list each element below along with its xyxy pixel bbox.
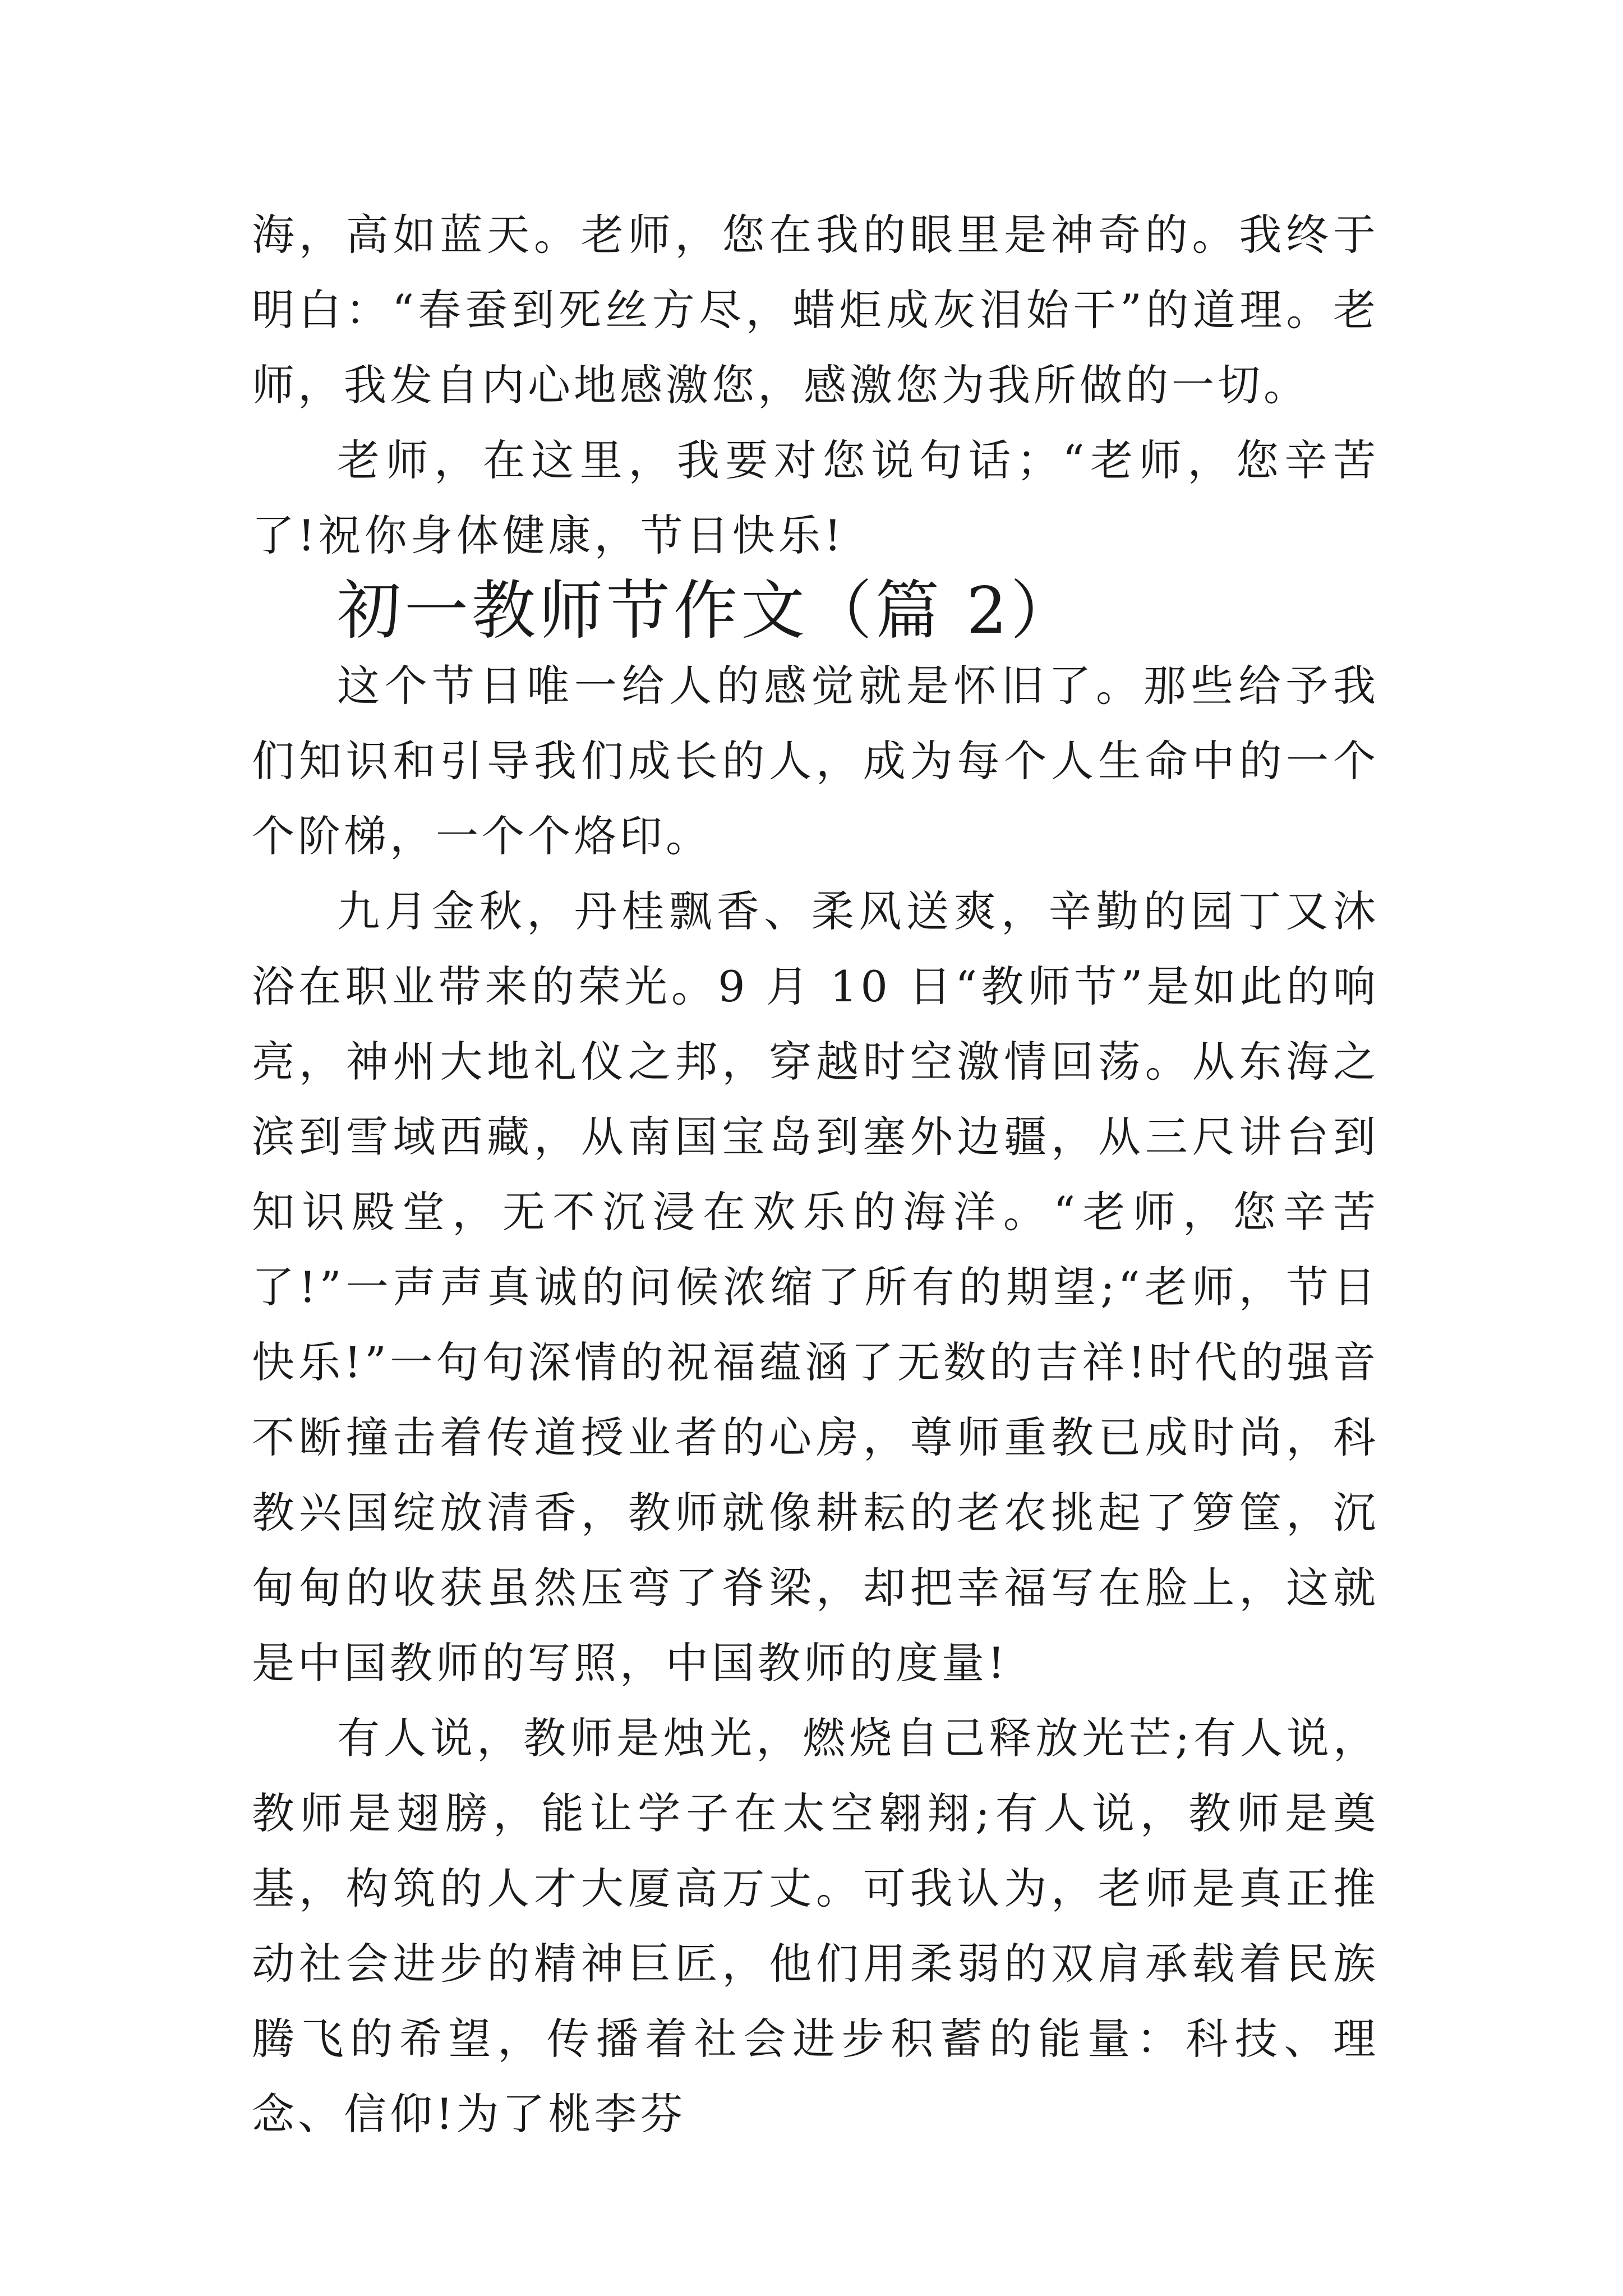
paragraph-2: 老师，在这里，我要对您说句话；“老师，您辛苦了!祝你身体健康，节日快乐! xyxy=(252,435,1379,560)
paragraph-1: 海，高如蓝天。老师，您在我的眼里是神奇的。我终于明白：“春蚕到死丝方尽，蜡炬成灰泪始干”的道理。老师，我发自内心地感激您，感激您为我所做的一切。 xyxy=(252,210,1379,410)
section-paragraph-3: 有人说，教师是烛光，燃烧自己释放光芒;有人说，教师是翅膀，能让学子在太空翱翔;有人说，教师是奠基，构筑的人才大厦高万丈。可我认为，老师是真正推动社会进步的精神巨匠，他们用柔弱的双肩承载着民族腾飞的希望，传播着社会进步积蓄的能量：科技、理念、信仰!为了桃李芬 xyxy=(252,1713,1379,2139)
document-page xyxy=(252,197,1379,2152)
section-title: 初一教师节作文（篇 2） xyxy=(337,573,1078,648)
section-paragraph-1: 这个节日唯一给人的感觉就是怀旧了。那些给予我们知识和引导我们成长的人，成为每个人生命中的一个个阶梯，一个个烙印。 xyxy=(252,661,1379,861)
section-paragraph-2: 九月金秋，丹桂飘香、柔风送爽，辛勤的园丁又沐浴在职业带来的荣光。9 月 10 日“教师节”是如此的响亮，神州大地礼仪之邦，穿越时空激情回荡。从东海之滨到雪域西藏，从南国宝岛到塞外边疆，从三尺讲台到知识殿堂，无不沉浸在欢乐的海洋。“老师，您辛苦了!”一声声真诚的问候浓缩了所有的期望;“老师，节日快乐!”一句句深情的祝福蕴涵了无数的吉祥!时代的强音不断撞击着传道授业者的心房，尊师重教已成时尚，科教兴国绽放清香，教师就像耕耘的老农挑起了箩筐，沉甸甸的收获虽然压弯了脊梁，却把幸福写在脸上，这就是中国教师的写照，中国教师的度量! xyxy=(252,886,1379,1688)
